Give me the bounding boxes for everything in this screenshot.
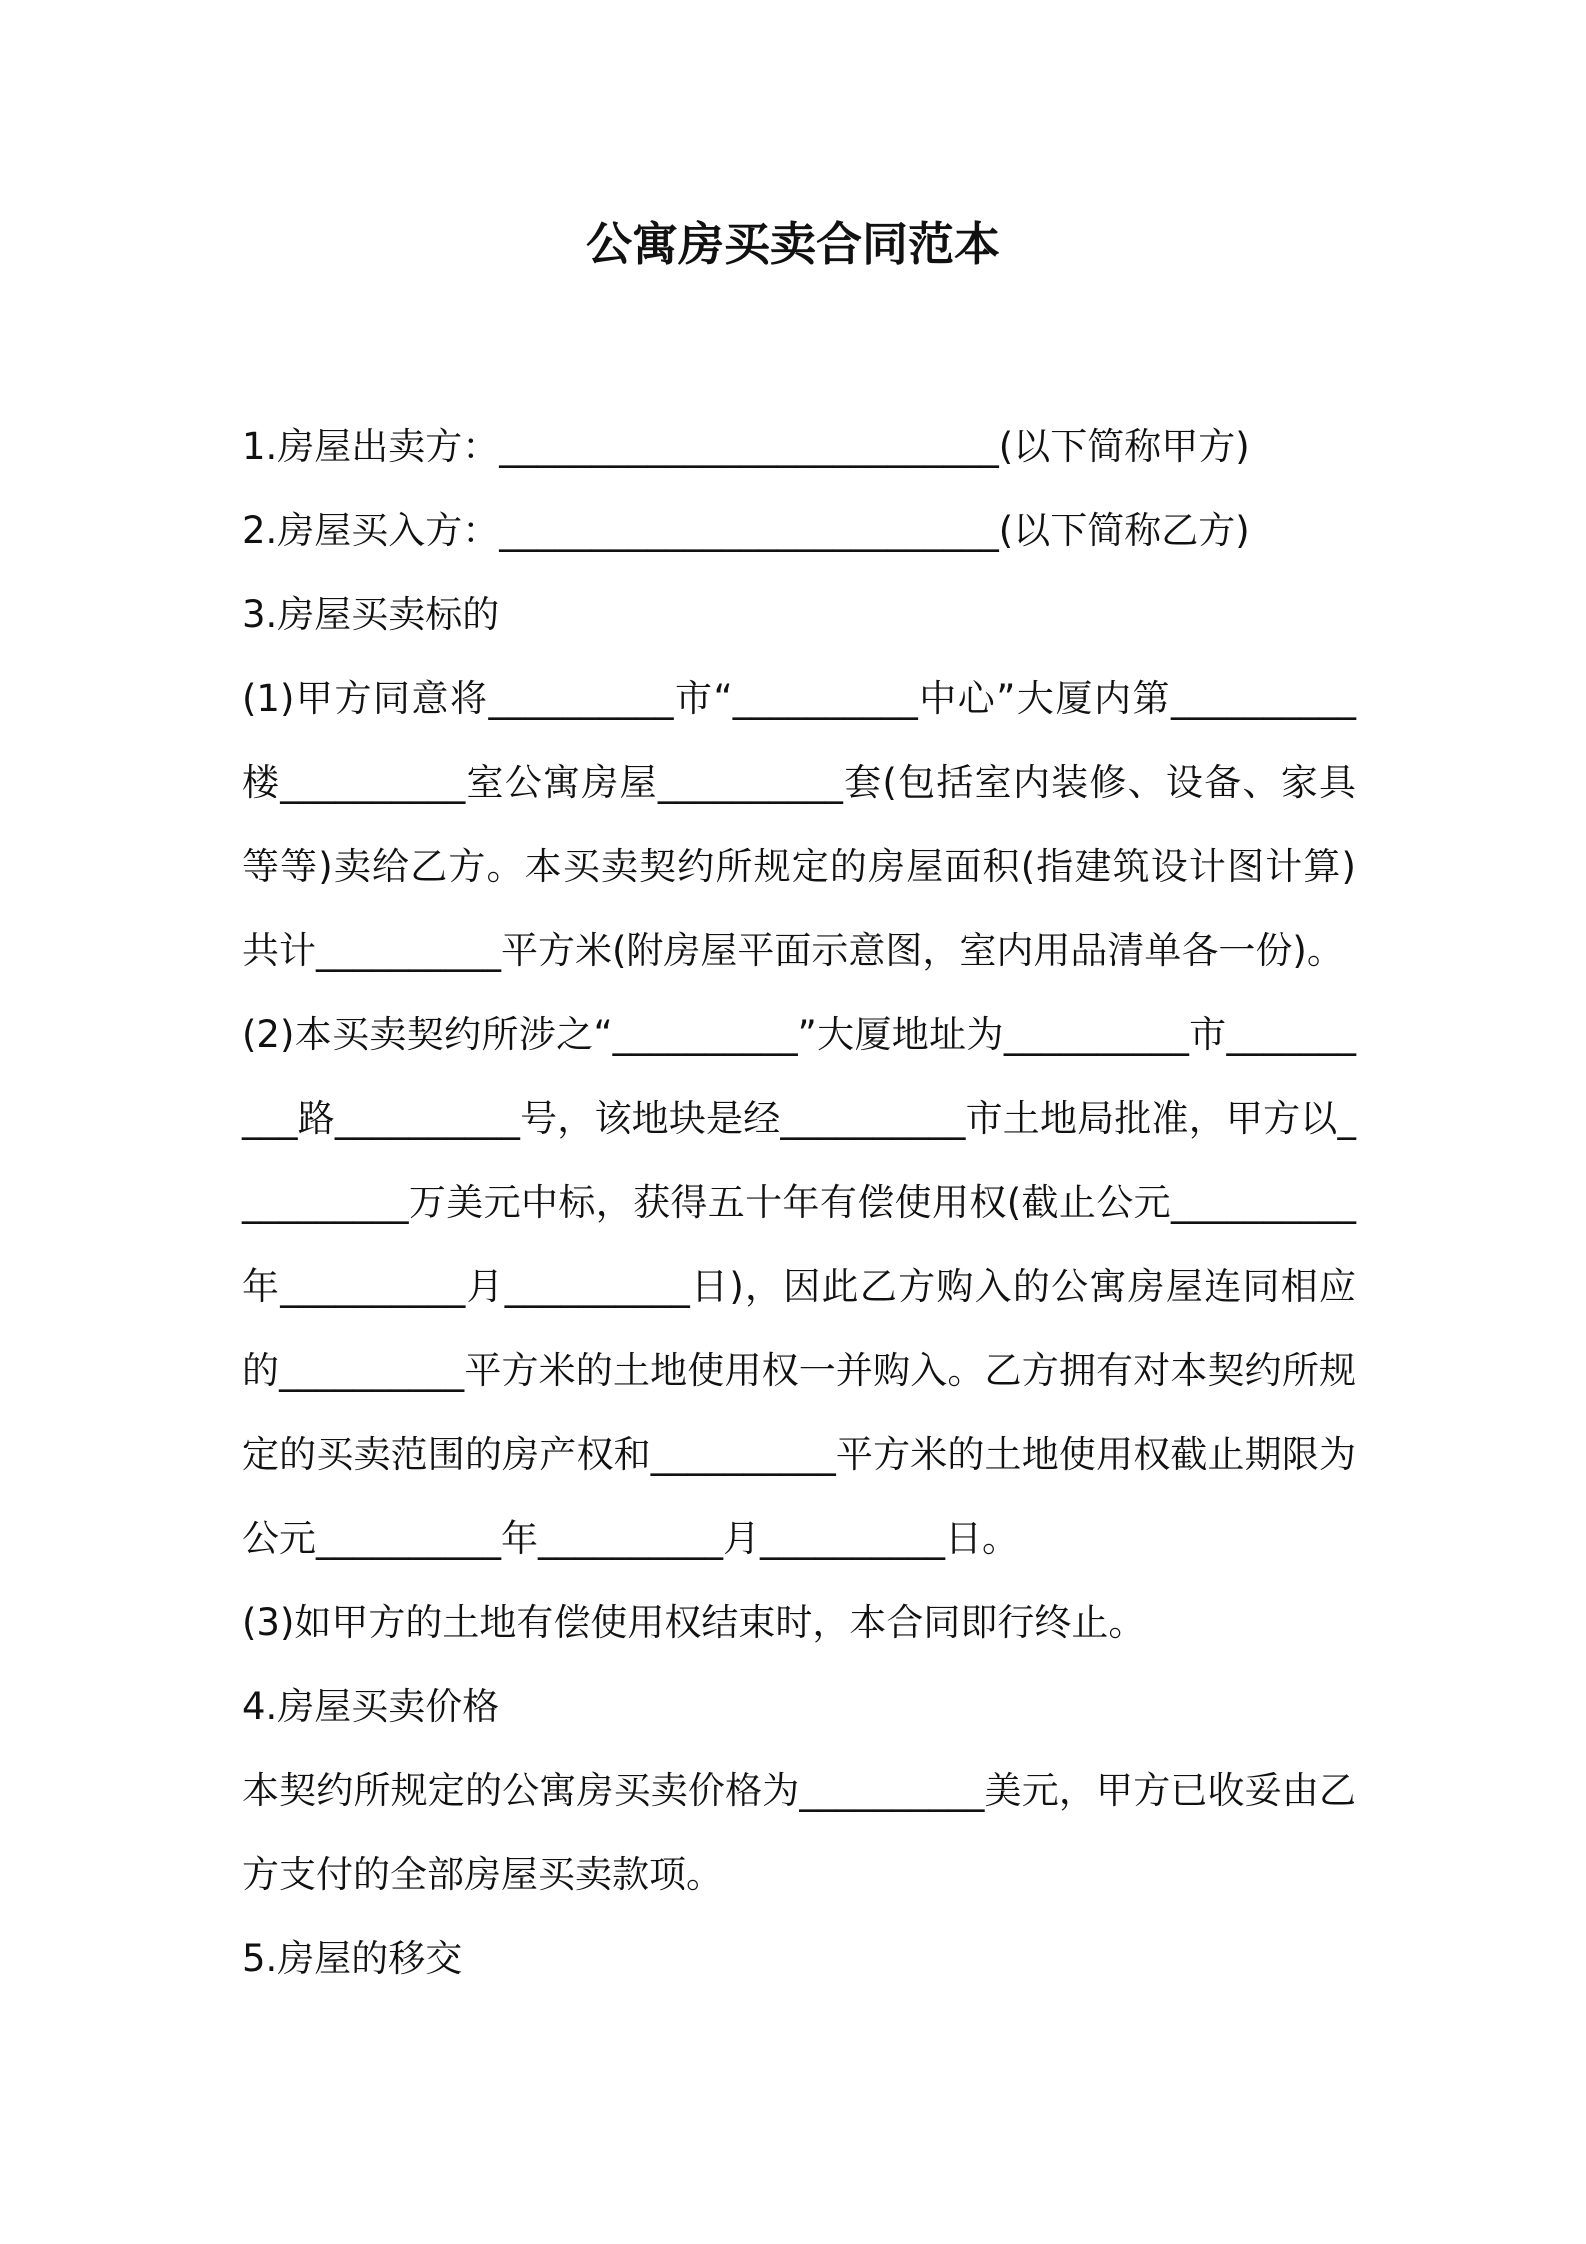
section-5-heading: 5.房屋的移交: [242, 1937, 463, 1980]
seller-line: 1.房屋出卖方：___________________________(以下简称甲方): [242, 425, 1250, 468]
section-3-heading: 3.房屋买卖标的: [242, 593, 500, 636]
clause-3-3: (3)如甲方的土地有偿使用权结束时，本合同即行终止。: [242, 1601, 1146, 1644]
buyer-line: 2.房屋买入方：___________________________(以下简称乙方): [242, 509, 1250, 552]
clause-4-body: 本契约所规定的公寓房买卖价格为__________美元，甲方已收妥由乙方支付的全部房屋买卖款项。: [242, 1769, 1356, 1896]
document-body: [242, 405, 1356, 2001]
document-title: 公寓房买卖合同范本: [586, 217, 1000, 271]
clause-3-1: (1)甲方同意将__________市“__________中心”大厦内第__________楼__________室公寓房屋__________套(包括室内装修、设备、家具等等)卖给乙方。本买卖契约所规定的房屋面积(指建筑设计图计算)共计__________平方米(附房屋平面示意图，室内用品清单各一份)。: [242, 677, 1356, 972]
section-4-heading: 4.房屋买卖价格: [242, 1685, 500, 1728]
clause-3-2: (2)本买卖契约所涉之“__________”大厦地址为__________市__________路__________号，该地块是经__________市土地局批准，甲方以__________万美元中标，获得五十年有偿使用权(截止公元__________年__________月__________日)，因此乙方购入的公寓房屋连同相应的__________平方米的土地使用权一并购入。乙方拥有对本契约所规定的买卖范围的房产权和__________平方米的土地使用权截止期限为公元__________年__________月__________日。: [242, 1013, 1356, 1560]
